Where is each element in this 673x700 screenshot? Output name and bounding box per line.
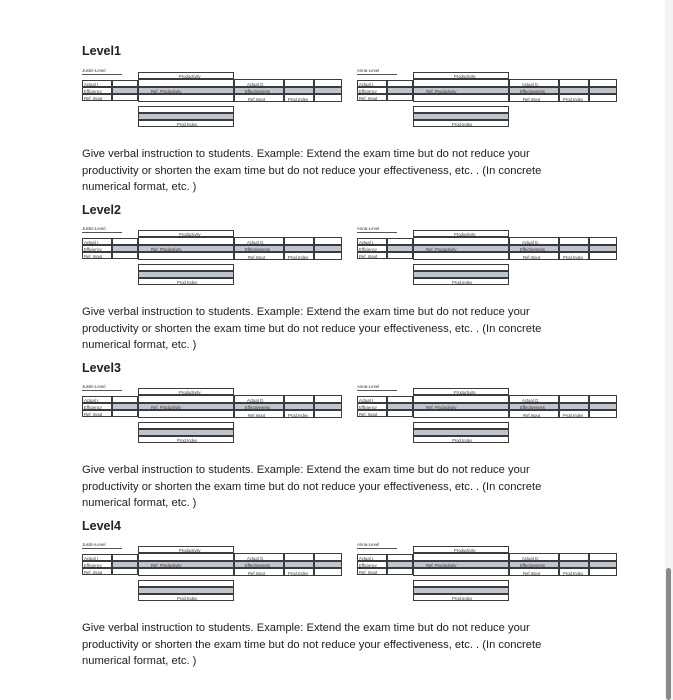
- value-cell: [284, 553, 314, 561]
- efficiency-cell: [357, 87, 387, 94]
- productivity-value-cell: [138, 252, 234, 260]
- bottom-shaded-cell: [413, 587, 509, 594]
- productivity-label: Productivity: [179, 74, 201, 79]
- ref-productivity-label: Ref. Productivity: [426, 89, 457, 94]
- bottom-value-cell: [138, 580, 234, 587]
- ref-input-2-cell: [234, 568, 284, 576]
- ref-input-2-label: Ref.Input: [523, 571, 540, 576]
- ref-input-label: Ref. Input: [359, 570, 378, 575]
- prod-index-right-label: Prod.Index: [563, 97, 584, 102]
- efficiency-cell: [82, 403, 112, 410]
- efficiency-label: Efficiency: [359, 405, 377, 410]
- prod-index-bottom-cell: [138, 436, 234, 443]
- ref-input-label: Ref. Input: [359, 96, 378, 101]
- actual-input-label: Actual I.: [84, 556, 100, 561]
- prod-index-bottom-cell: [138, 120, 234, 127]
- effectiveness-cell: [509, 561, 559, 568]
- bottom-value-cell: [413, 106, 509, 113]
- value-cell: [284, 79, 314, 87]
- bottom-value-cell: [413, 580, 509, 587]
- efficiency-cell: [82, 561, 112, 568]
- ref-input-cell: [357, 568, 387, 575]
- efficiency-cell: [82, 87, 112, 94]
- level-3-instruction: Give verbal instruction to students. Example: Extend the exam time but do not reduce your productivity or shorten the exam time but do not reduce your effectiveness, etc. . (In concrete numerical format, etc. ): [82, 464, 542, 509]
- productivity-value-cell: [413, 94, 509, 102]
- prod-index-right-label: Prod.Index: [563, 571, 584, 576]
- productivity-value-cell: [413, 410, 509, 418]
- actual-output-label: Actual O.: [247, 82, 265, 87]
- efficiency-label: Efficiency: [359, 89, 377, 94]
- ref-input-label: Ref. Input: [359, 412, 378, 417]
- efficiency-label: Efficiency: [84, 563, 102, 568]
- actual-output-cell: [509, 237, 559, 245]
- prod-index-right-cell: [284, 252, 314, 260]
- productivity-header-cell: [138, 72, 234, 79]
- productivity-label: Productivity: [179, 390, 201, 395]
- productivity-diagram-anna-level2: [357, 226, 619, 308]
- value-cell: [112, 238, 138, 245]
- prod-index-right-cell: [559, 410, 589, 418]
- ref-productivity-label: Ref. Productivity: [151, 405, 182, 410]
- actual-output-label: Actual O.: [247, 398, 265, 403]
- ref-productivity-label: Ref. Productivity: [426, 405, 457, 410]
- value-cell-shaded: [284, 403, 314, 410]
- prod-index-bottom-label: Prod.Index: [452, 438, 473, 443]
- level-underline: [82, 390, 122, 391]
- productivity-value-cell: [138, 568, 234, 576]
- ref-input-label: Ref. Input: [359, 254, 378, 259]
- prod-index-right-cell: [284, 94, 314, 102]
- prod-index-right-label: Prod.Index: [288, 255, 309, 260]
- ref-input-2-label: Ref.Input: [248, 97, 265, 102]
- productivity-header-cell: [138, 546, 234, 553]
- bottom-shaded-cell: [138, 113, 234, 120]
- ref-input-2-cell: [234, 410, 284, 418]
- value-cell: [314, 553, 342, 561]
- value-cell: [559, 553, 589, 561]
- productivity-value-cell: [138, 553, 234, 561]
- value-cell-shaded: [112, 245, 138, 252]
- effectiveness-cell: [234, 245, 284, 252]
- ref-input-2-cell: [509, 94, 559, 102]
- ref-input-cell: [82, 94, 112, 101]
- ref-productivity-label: Ref. Productivity: [151, 247, 182, 252]
- productivity-diagram-anna-level1: [357, 68, 619, 150]
- productivity-header-cell: [413, 230, 509, 237]
- value-cell-shaded: [589, 403, 617, 410]
- effectiveness-cell: [234, 87, 284, 94]
- actual-output-cell: [234, 237, 284, 245]
- prod-index-right-label: Prod.Index: [288, 97, 309, 102]
- actual-output-label: Actual O.: [247, 240, 265, 245]
- ref-input-2-cell: [509, 252, 559, 260]
- value-cell-shaded: [314, 87, 342, 94]
- productivity-diagram-justin-level1: [82, 68, 344, 150]
- actual-input-label: Actual I.: [359, 82, 375, 87]
- productivity-label: Productivity: [179, 232, 201, 237]
- actual-output-label: Actual O.: [522, 82, 540, 87]
- bottom-value-cell: [138, 264, 234, 271]
- productivity-label: Productivity: [454, 74, 476, 79]
- level-2-instruction: Give verbal instruction to students. Example: Extend the exam time but do not reduce your productivity or shorten the exam time but do not reduce your effectiveness, etc. . (In concrete numerical format, etc. ): [82, 306, 542, 351]
- value-cell-shaded: [284, 87, 314, 94]
- bottom-value-cell: [138, 106, 234, 113]
- productivity-header-cell: [413, 72, 509, 79]
- prod-index-bottom-label: Prod.Index: [452, 280, 473, 285]
- productivity-diagram-justin-level2: [82, 226, 344, 308]
- productivity-diagram-anna-level4: [357, 542, 619, 624]
- actual-output-cell: [509, 553, 559, 561]
- actual-output-cell: [509, 79, 559, 87]
- bottom-shaded-cell: [413, 113, 509, 120]
- ref-input-cell: [82, 252, 112, 259]
- value-cell: [559, 395, 589, 403]
- actual-input-label: Actual I.: [359, 240, 375, 245]
- prod-index-bottom-cell: [413, 120, 509, 127]
- actual-input-cell: [82, 396, 112, 403]
- value-cell-shaded: [314, 245, 342, 252]
- productivity-value-cell: [413, 395, 509, 403]
- productivity-value-cell: [138, 94, 234, 102]
- prod-index-right-label: Prod.Index: [563, 255, 584, 260]
- value-cell-shaded: [112, 403, 138, 410]
- level-3-title: Level3: [82, 361, 121, 375]
- productivity-label: Productivity: [454, 390, 476, 395]
- value-cell: [589, 79, 617, 87]
- effectiveness-cell: [509, 245, 559, 252]
- level-4-title: Level4: [82, 519, 121, 533]
- value-cell: [387, 80, 413, 87]
- ref-input-cell: [357, 94, 387, 101]
- actual-input-label: Actual I.: [84, 82, 100, 87]
- productivity-value-cell: [413, 252, 509, 260]
- productivity-diagram-anna-level3: [357, 384, 619, 466]
- efficiency-cell: [82, 245, 112, 252]
- productivity-value-cell: [413, 568, 509, 576]
- effectiveness-cell: [509, 403, 559, 410]
- prod-index-bottom-cell: [138, 278, 234, 285]
- actual-output-label: Actual O.: [247, 556, 265, 561]
- bottom-value-cell: [413, 264, 509, 271]
- value-cell-shaded: [559, 245, 589, 252]
- value-cell: [387, 568, 413, 575]
- effectiveness-label: Effectiveness: [245, 247, 270, 252]
- value-cell: [314, 395, 342, 403]
- value-cell: [112, 94, 138, 101]
- actual-input-cell: [357, 554, 387, 561]
- prod-index-bottom-label: Prod.Index: [177, 438, 198, 443]
- productivity-value-cell: [138, 395, 234, 403]
- productivity-shaded-cell: [138, 245, 234, 252]
- value-cell: [112, 396, 138, 403]
- ref-input-label: Ref. Input: [84, 254, 103, 259]
- prod-index-bottom-label: Prod.Index: [452, 122, 473, 127]
- bottom-shaded-cell: [413, 429, 509, 436]
- value-cell: [112, 80, 138, 87]
- prod-index-bottom-label: Prod.Index: [177, 280, 198, 285]
- bottom-value-cell: [138, 422, 234, 429]
- level-underline: [357, 390, 397, 391]
- value-cell-shaded: [589, 87, 617, 94]
- value-cell: [314, 237, 342, 245]
- productivity-header-cell: [138, 388, 234, 395]
- prod-index-right-cell: [284, 410, 314, 418]
- actual-output-label: Actual O.: [522, 240, 540, 245]
- anna-level-label: Anna-Level: [357, 68, 380, 73]
- ref-input-label: Ref. Input: [84, 96, 103, 101]
- value-cell: [112, 568, 138, 575]
- productivity-diagram-justin-level3: [82, 384, 344, 466]
- prod-index-bottom-label: Prod.Index: [177, 596, 198, 601]
- prod-index-right-cell: [559, 252, 589, 260]
- actual-input-cell: [82, 238, 112, 245]
- ref-input-2-label: Ref.Input: [523, 97, 540, 102]
- value-cell: [112, 252, 138, 259]
- effectiveness-label: Effectiveness: [520, 247, 545, 252]
- actual-output-label: Actual O.: [522, 556, 540, 561]
- value-cell: [314, 410, 342, 418]
- actual-input-label: Actual I.: [84, 398, 100, 403]
- value-cell: [387, 554, 413, 561]
- level-1-title: Level1: [82, 44, 121, 58]
- efficiency-cell: [357, 561, 387, 568]
- value-cell-shaded: [387, 87, 413, 94]
- productivity-shaded-cell: [413, 87, 509, 94]
- value-cell: [589, 94, 617, 102]
- effectiveness-label: Effectiveness: [245, 405, 270, 410]
- ref-input-2-label: Ref.Input: [248, 255, 265, 260]
- prod-index-right-label: Prod.Index: [288, 413, 309, 418]
- ref-productivity-label: Ref. Productivity: [151, 563, 182, 568]
- bottom-shaded-cell: [138, 587, 234, 594]
- actual-input-cell: [357, 80, 387, 87]
- actual-input-cell: [82, 80, 112, 87]
- efficiency-cell: [357, 245, 387, 252]
- ref-input-2-cell: [234, 94, 284, 102]
- efficiency-cell: [357, 403, 387, 410]
- productivity-header-cell: [413, 546, 509, 553]
- value-cell-shaded: [559, 87, 589, 94]
- productivity-value-cell: [413, 237, 509, 245]
- bottom-shaded-cell: [138, 429, 234, 436]
- prod-index-right-cell: [559, 94, 589, 102]
- prod-index-bottom-cell: [413, 278, 509, 285]
- effectiveness-label: Effectiveness: [520, 563, 545, 568]
- value-cell: [314, 252, 342, 260]
- ref-input-cell: [357, 410, 387, 417]
- justin-level-label: Justin-Level: [82, 542, 106, 547]
- level-underline: [357, 232, 397, 233]
- value-cell-shaded: [112, 87, 138, 94]
- actual-output-cell: [509, 395, 559, 403]
- ref-input-2-label: Ref.Input: [523, 413, 540, 418]
- bottom-value-cell: [413, 422, 509, 429]
- level-underline: [82, 232, 122, 233]
- effectiveness-cell: [509, 87, 559, 94]
- actual-output-cell: [234, 553, 284, 561]
- level-underline: [357, 74, 397, 75]
- ref-input-2-label: Ref.Input: [248, 571, 265, 576]
- level-underline: [357, 548, 397, 549]
- productivity-value-cell: [413, 553, 509, 561]
- justin-level-label: Justin-Level: [82, 68, 106, 73]
- value-cell: [589, 252, 617, 260]
- prod-index-bottom-label: Prod.Index: [452, 596, 473, 601]
- productivity-shaded-cell: [413, 245, 509, 252]
- productivity-value-cell: [413, 79, 509, 87]
- value-cell-shaded: [112, 561, 138, 568]
- actual-output-cell: [234, 79, 284, 87]
- productivity-value-cell: [138, 79, 234, 87]
- ref-productivity-label: Ref. Productivity: [151, 89, 182, 94]
- prod-index-right-cell: [559, 568, 589, 576]
- prod-index-right-label: Prod.Index: [288, 571, 309, 576]
- bottom-shaded-cell: [138, 271, 234, 278]
- value-cell-shaded: [314, 561, 342, 568]
- value-cell: [387, 94, 413, 101]
- effectiveness-label: Effectiveness: [245, 89, 270, 94]
- value-cell-shaded: [589, 245, 617, 252]
- efficiency-label: Efficiency: [359, 247, 377, 252]
- level-1-instruction: Give verbal instruction to students. Example: Extend the exam time but do not reduce your productivity or shorten the exam time but do not reduce your effectiveness, etc. . (In concrete numerical format, etc. ): [82, 148, 542, 193]
- value-cell-shaded: [284, 245, 314, 252]
- value-cell-shaded: [559, 403, 589, 410]
- value-cell-shaded: [284, 561, 314, 568]
- value-cell-shaded: [314, 403, 342, 410]
- value-cell: [387, 396, 413, 403]
- ref-input-cell: [82, 410, 112, 417]
- ref-input-2-label: Ref.Input: [523, 255, 540, 260]
- prod-index-right-cell: [284, 568, 314, 576]
- justin-level-label: Justin-Level: [82, 384, 106, 389]
- actual-output-cell: [234, 395, 284, 403]
- level-underline: [82, 74, 122, 75]
- productivity-value-cell: [138, 410, 234, 418]
- actual-input-label: Actual I.: [359, 556, 375, 561]
- productivity-value-cell: [138, 237, 234, 245]
- value-cell-shaded: [387, 245, 413, 252]
- prod-index-right-label: Prod.Index: [563, 413, 584, 418]
- prod-index-bottom-cell: [413, 436, 509, 443]
- value-cell: [284, 395, 314, 403]
- ref-input-label: Ref. Input: [84, 412, 103, 417]
- value-cell: [387, 410, 413, 417]
- prod-index-bottom-cell: [413, 594, 509, 601]
- ref-input-2-cell: [234, 252, 284, 260]
- ref-input-2-cell: [509, 410, 559, 418]
- productivity-header-cell: [413, 388, 509, 395]
- productivity-shaded-cell: [138, 561, 234, 568]
- justin-level-label: Justin-Level: [82, 226, 106, 231]
- ref-productivity-label: Ref. Productivity: [426, 563, 457, 568]
- bottom-shaded-cell: [413, 271, 509, 278]
- effectiveness-cell: [234, 561, 284, 568]
- anna-level-label: Anna-Level: [357, 384, 380, 389]
- ref-input-cell: [357, 252, 387, 259]
- value-cell: [314, 568, 342, 576]
- productivity-label: Productivity: [179, 548, 201, 553]
- ref-input-2-cell: [509, 568, 559, 576]
- ref-input-label: Ref. Input: [84, 570, 103, 575]
- actual-input-cell: [357, 396, 387, 403]
- value-cell: [387, 238, 413, 245]
- effectiveness-label: Effectiveness: [245, 563, 270, 568]
- efficiency-label: Efficiency: [84, 89, 102, 94]
- prod-index-bottom-cell: [138, 594, 234, 601]
- level-4-instruction: Give verbal instruction to students. Example: Extend the exam time but do not reduce your productivity or shorten the exam time but do not reduce your effectiveness, etc. . (In concrete numerical format, etc. ): [82, 622, 542, 667]
- value-cell: [112, 554, 138, 561]
- scrollbar-thumb[interactable]: [666, 568, 671, 700]
- value-cell: [314, 79, 342, 87]
- efficiency-label: Efficiency: [84, 405, 102, 410]
- effectiveness-cell: [234, 403, 284, 410]
- productivity-shaded-cell: [138, 403, 234, 410]
- productivity-shaded-cell: [413, 561, 509, 568]
- effectiveness-label: Effectiveness: [520, 405, 545, 410]
- value-cell: [559, 79, 589, 87]
- value-cell-shaded: [559, 561, 589, 568]
- value-cell: [589, 237, 617, 245]
- value-cell: [284, 237, 314, 245]
- value-cell: [112, 410, 138, 417]
- actual-input-cell: [82, 554, 112, 561]
- productivity-shaded-cell: [138, 87, 234, 94]
- productivity-header-cell: [138, 230, 234, 237]
- value-cell-shaded: [387, 561, 413, 568]
- efficiency-label: Efficiency: [84, 247, 102, 252]
- productivity-label: Productivity: [454, 548, 476, 553]
- value-cell: [589, 568, 617, 576]
- value-cell-shaded: [589, 561, 617, 568]
- actual-input-label: Actual I.: [359, 398, 375, 403]
- value-cell: [387, 252, 413, 259]
- productivity-diagram-justin-level4: [82, 542, 344, 624]
- value-cell: [589, 395, 617, 403]
- level-underline: [82, 548, 122, 549]
- value-cell: [314, 94, 342, 102]
- ref-input-cell: [82, 568, 112, 575]
- ref-productivity-label: Ref. Productivity: [426, 247, 457, 252]
- productivity-label: Productivity: [454, 232, 476, 237]
- anna-level-label: Anna-Level: [357, 542, 380, 547]
- effectiveness-label: Effectiveness: [520, 89, 545, 94]
- value-cell-shaded: [387, 403, 413, 410]
- value-cell: [589, 410, 617, 418]
- level-2-title: Level2: [82, 203, 121, 217]
- anna-level-label: Anna-Level: [357, 226, 380, 231]
- actual-input-cell: [357, 238, 387, 245]
- prod-index-bottom-label: Prod.Index: [177, 122, 198, 127]
- efficiency-label: Efficiency: [359, 563, 377, 568]
- actual-output-label: Actual O.: [522, 398, 540, 403]
- value-cell: [589, 553, 617, 561]
- productivity-shaded-cell: [413, 403, 509, 410]
- ref-input-2-label: Ref.Input: [248, 413, 265, 418]
- vertical-scrollbar[interactable]: [665, 0, 673, 700]
- actual-input-label: Actual I.: [84, 240, 100, 245]
- value-cell: [559, 237, 589, 245]
